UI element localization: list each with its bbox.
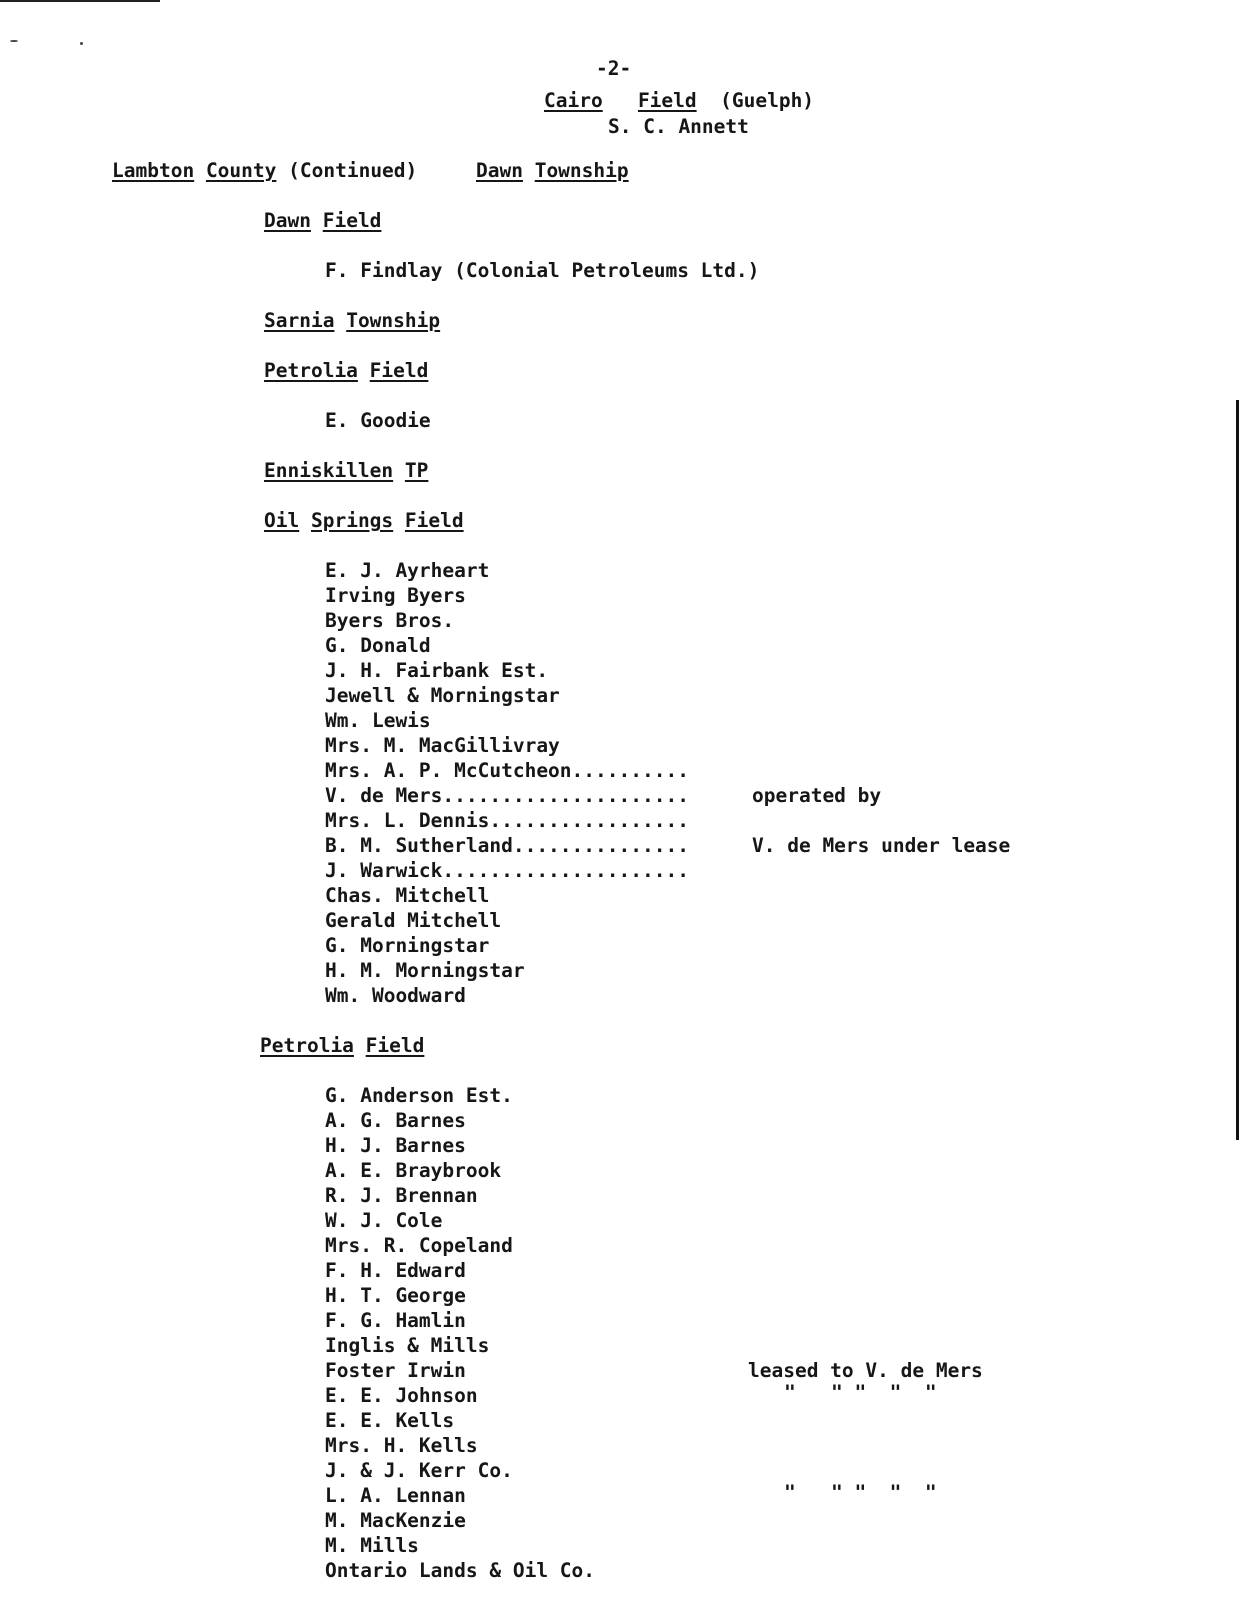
list-item: F. Findlay (Colonial Petroleums Ltd.)	[325, 259, 760, 282]
section-heading-petrolia-field-2	[260, 1033, 424, 1058]
title-qualifier: (Guelph)	[720, 89, 815, 112]
heading-word: Enniskillen	[264, 459, 394, 482]
list-item: Mrs. R. Copeland	[325, 1234, 513, 1257]
list-item: B. M. Sutherland...............	[325, 834, 689, 857]
list-item: Mrs. A. P. McCutcheon..........	[325, 759, 689, 782]
list-item: Chas. Mitchell	[325, 884, 490, 907]
list-item: J. Warwick.....................	[325, 859, 689, 882]
list-item: E. E. Johnson	[325, 1384, 478, 1407]
section-heading-oil-springs-field	[264, 508, 464, 533]
list-item: A. E. Braybrook	[325, 1159, 502, 1182]
list-item: Mrs. L. Dennis.................	[325, 809, 689, 832]
county-qualifier: (Continued)	[288, 159, 418, 182]
heading-word: Petrolia	[264, 359, 358, 382]
list-item: E. E. Kells	[325, 1409, 455, 1432]
heading-word: TP	[404, 459, 429, 482]
list-item: M. MacKenzie	[325, 1509, 466, 1532]
scan-edge-mark	[1236, 400, 1239, 1140]
heading-word: Dawn	[264, 209, 311, 232]
list-item: Gerald Mitchell	[325, 909, 502, 932]
list-item: E. J. Ayrheart	[325, 559, 490, 582]
heading-word: Petrolia	[260, 1034, 354, 1057]
list-item: G. Donald	[325, 634, 431, 657]
title-word: Cairo	[544, 89, 603, 112]
heading-word: Township	[346, 309, 441, 332]
heading-word: Field	[322, 209, 382, 232]
scan-speck	[80, 42, 83, 45]
list-item: Irving Byers	[325, 584, 466, 607]
list-item: M. Mills	[325, 1534, 419, 1557]
page-number: -2-	[596, 57, 632, 80]
heading-word: Sarnia	[264, 309, 335, 332]
list-item: Wm. Lewis	[325, 709, 431, 732]
list-item: Jewell & Morningstar	[325, 684, 560, 707]
heading-word: Springs	[310, 509, 394, 532]
heading-word: Field	[365, 1034, 425, 1057]
county-word: County	[205, 159, 277, 182]
list-item: H. T. George	[325, 1284, 466, 1307]
list-item: J. & J. Kerr Co.	[325, 1459, 513, 1482]
county-heading	[112, 158, 629, 183]
ditto-marks: " " " " "	[784, 1381, 937, 1404]
list-item: Wm. Woodward	[325, 984, 466, 1007]
author-line: S. C. Annett	[608, 115, 749, 138]
list-item: W. J. Cole	[325, 1209, 443, 1232]
list-item: R. J. Brennan	[325, 1184, 478, 1207]
list-item: F. G. Hamlin	[325, 1309, 466, 1332]
heading-word: Field	[369, 359, 429, 382]
page-title	[544, 88, 814, 113]
ditto-marks: " " " " "	[784, 1481, 937, 1504]
list-item: A. G. Barnes	[325, 1109, 466, 1132]
list-item: Mrs. H. Kells	[325, 1434, 478, 1457]
annotation-note: operated by	[752, 784, 882, 807]
list-item: H. J. Barnes	[325, 1134, 466, 1157]
list-item: Byers Bros.	[325, 609, 455, 632]
heading-word: Oil	[264, 509, 300, 532]
county-word: Lambton	[112, 159, 195, 182]
title-word: Field	[637, 89, 697, 112]
list-item: E. Goodie	[325, 409, 431, 432]
list-item: J. H. Fairbank Est.	[325, 659, 549, 682]
township-word: Township	[534, 159, 629, 182]
scan-edge-mark	[0, 0, 160, 2]
list-item: G. Morningstar	[325, 934, 490, 957]
scan-speck	[10, 40, 18, 42]
list-item: Foster Irwin	[325, 1359, 466, 1382]
township-word: Dawn	[475, 159, 523, 182]
section-heading-petrolia-field	[264, 358, 428, 383]
annotation-note: leased to V. de Mers	[748, 1359, 983, 1382]
list-item: Mrs. M. MacGillivray	[325, 734, 560, 757]
section-heading-dawn-field	[264, 208, 381, 233]
section-heading-sarnia-township	[264, 308, 440, 333]
section-heading-enniskillen	[264, 458, 428, 483]
list-item: F. H. Edward	[325, 1259, 466, 1282]
list-item: Inglis & Mills	[325, 1334, 490, 1357]
list-item: V. de Mers.....................	[325, 784, 689, 807]
heading-word: Field	[404, 509, 464, 532]
annotation-note: V. de Mers under lease	[752, 834, 1011, 857]
list-item: G. Anderson Est.	[325, 1084, 513, 1107]
list-item: L. A. Lennan	[325, 1484, 466, 1507]
list-item: H. M. Morningstar	[325, 959, 525, 982]
list-item: Ontario Lands & Oil Co.	[325, 1559, 596, 1582]
